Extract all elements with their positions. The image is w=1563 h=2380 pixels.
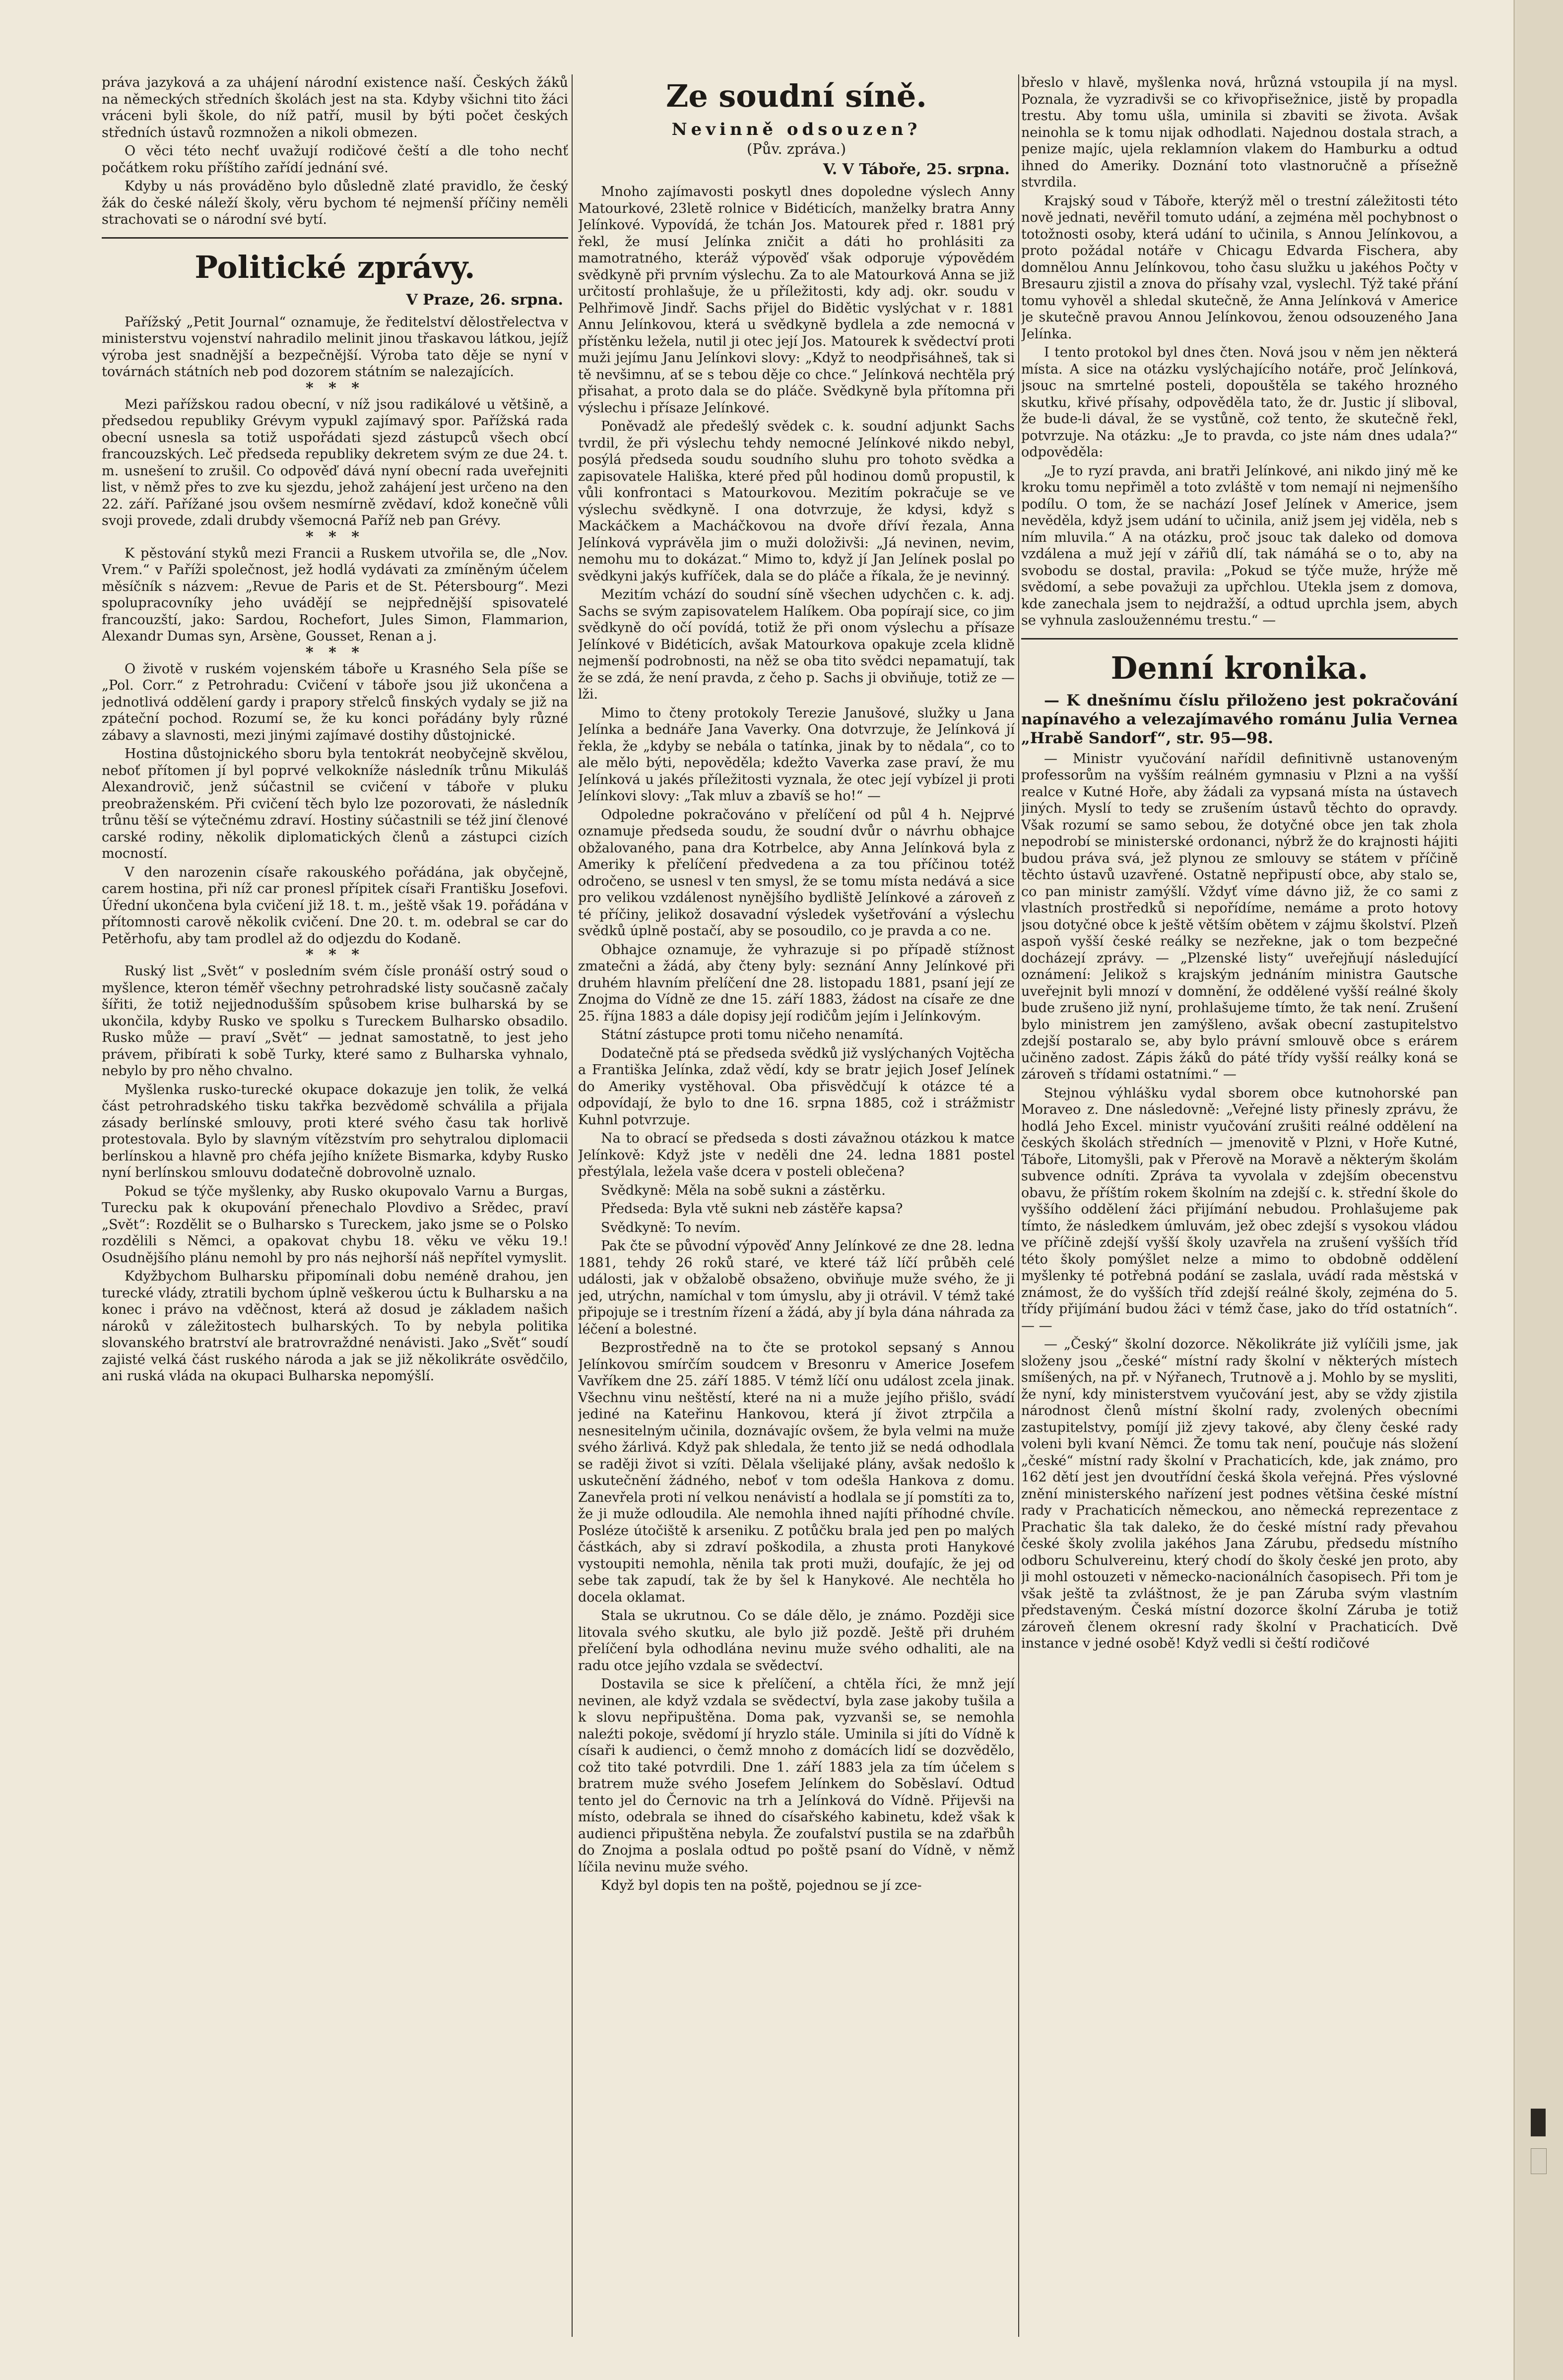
paragraph: Kdyby u nás prováděno bylo důsledně zlaté pravidlo, že český žák do české náleží školy, věru bychom té nejmenší příčiny neměli strachovati se o národní své bytí.	[102, 179, 568, 227]
paragraph: Dodatečně ptá se předseda svědků již vyslýchaných Vojtěcha a Františka Jelínka, zdaž vědí, kdy se bratr jejich Josef Jelínek do Ameriky vystěhoval. Oba přisvědčují k otázce té a odpovídají, že bylo to dne 16. srpna 1885, což i strážmistr Kuhnl potvrzuje.	[578, 1045, 1015, 1128]
paragraph: O životě v ruském vojenském táboře u Krasného Sela píše se „Pol. Corr.“ z Petrohradu: Cvičení v táboře jsou již ukončena a jednotlivá oddělení gardy i prapory střelců finských vydaly se již na zpáteční pochod. Rozumí se, že ku konci pořádány byly různé zábavy a slavnosti, mezi jinými zajímavé dostihy důstojnické.	[102, 661, 568, 743]
separator-stars: * * *	[306, 528, 364, 546]
paragraph: Předseda: Byla vtě sukni neb zástěře kapsa?	[601, 1201, 903, 1217]
column-rule	[572, 74, 573, 2337]
paragraph: Kdyžbychom Bulharsku připomínali dobu neméně drahou, jen turecké vlády, ztratili bychom úplně veškerou úctu k Bulharsku a na konec i právo na vděčnost, která až dosud je základem našich nároků v záležitostech bulharských. To by nebyla politika slovanského bratrství ale bratrovraždné nenávisti. Jako „Svět“ soudí zajisté velká část ruského národa a jak se již několikráte osvědčilo, ani ruská vláda na okupaci Bulharska nepomýšlí.	[102, 1269, 568, 1384]
paragraph: břeslo v hlavě, myšlenka nová, hrůzná vstoupila jí na mysl. Poznala, že vyzradivši se co křivopřisežnice, jistě by propadla trestu. Aby tomu ušla, uminila si zbaviti se života. Avšak neinohla se k tomu nijak odhodlati. Najednou dostala strach, a penize majíc, ujela reklamníon vlakem do Hamburku a odtud ihned do Ameriky. Doznání toto vlastnoručně a přísežně stvrdila.	[1021, 75, 1458, 190]
paragraph: Stejnou výhlášku vydal sborem obce kutnohorské pan Moraveo z. Dne následovně: „Veřejné listy přinesly zprávu, že hodlá Jeho Excel. ministr vyučování zrušiti reálné oddělení na českých školách středních — jmenovitě v Plzni, v Hoře Kutné, Táboře, Litomyšli, pak v Přerově na Moravě a některým školám subvence odníti. Zpráva ta vyvolala v zdejším obecenstvu obavu, že příštím rokem školním na zdejší c. k. střední škole do vyššího oddělení žáci přijímání nebudou. Prohlašujeme pak tímto, že následkem úmluvám, jež obec zdejší s vysokou vládou ve příčině zdejší vyšší školy uzavřela na zrušení vyšších tříd této školy pomýšlet nelze a mimo to obdobně oddělení myšlenky té potřebná podání se zaslala, uvádí rada městská v známost, že do vyšších tříd zdejší reálné školy, zejména do 5. třídy přijímání budou žáci v témž čase, jako do tříd ostatních“. — —	[1021, 1085, 1458, 1334]
paragraph: Státní zástupce proti tomu ničeho nenamítá.	[601, 1027, 904, 1042]
page-fold-edge	[1513, 0, 1515, 2380]
column-rule	[1018, 74, 1019, 2337]
paragraph: Když byl dopis ten na poště, pojednou se jí zce-	[601, 1878, 922, 1893]
paragraph: Poněvadž ale předešlý svědek c. k. soudní adjunkt Sachs tvrdil, že při výslechu tehdy nemocné Jelínkové nikdo nebyl, posýlá předseda soudu soudního sluhu pro tohoto svědka a zapisovatele Hališka, které před půl hodinou domů propustil, k vůli konfrontaci s Matourkovou. Mezitím pokračuje se ve výslechu svědkyně. I ona dotvrzuje, že kdysi, když s Mackáčkem a Macháčkovou na dvoře dříví řezala, Anna Jelínková vyprávěla jim o muži doloživši: „Já nevinen, nevim, nemohu mu to dokázat.“ Mimo to, když jí Jan Jelínek poslal po svědkyni jakýs kufříček, dala se do pláče a říkala, že je nevinný.	[578, 419, 1015, 584]
section-title-court: Ze soudní síně.	[666, 78, 927, 114]
dateline: V Praze, 26. srpna.	[406, 291, 563, 309]
column-middle	[578, 74, 1015, 2337]
paragraph: Hostina důstojnického sboru byla tentokrát neobyčejně skvělou, neboť přítomen jí byl poprvé velkokníže následník trůnu Mikuláš Alexandrovič, jenž súčastnil se cvičení v táboře v pluku preobraženském. Při cvičení těch bylo lze pozorovati, že následník trůnu těší se výtečnému zdraví. Hostiny súčastnili se též jiní členové carské rodiny, několik diplomatických členů a zástupci cizích mocností.	[102, 746, 568, 861]
paragraph: Svědkyně: Měla na sobě sukni a zástěrku.	[601, 1182, 886, 1198]
paragraph: I tento protokol byl dnes čten. Nová jsou v něm jen některá místa. A sice na otázku vyslýchajícího notáře, proč Jelínková, jsouc na smrtelné posteli, dopouštěla se takého hrozného skutku, křivé přísahy, odpověděla tato, že dr. Justic jí sliboval, že bude-li dával, že se vystůně, což tento, že skutečně řekl, potvrzuje. Na otázku: „Je to pravda, co jste nám dnes udala?“ odpověděla:	[1021, 345, 1458, 460]
paragraph: „Je to ryzí pravda, ani bratři Jelínkové, ani nikdo jiný mě ke kroku tomu nepřiměl a toto zvláště v tom nemají ni nejmenšího podílu. O tom, že se nachází Josef Jelínek v Americe, jsem nevěděla, když jsem udání to učinila, aniž jsem jej viděla, neb s ním mluvila.“ A na otázku, proč jsouc tak daleko od domova vzdálena a muž její v zářiů dlí, tak námáhá se o to, aby na svobodu se dostal, pravila: „Pokud se týče muže, hrýže mě svědomí, a sebe považuji za upřchlou. Utekla jsem z domova, kde zanechala jsem to nejdražší, a odtud uprchla jsem, abych se vyhnula zasloužennému trestu.“ —	[1021, 463, 1458, 628]
paragraph: Ruský list „Svět“ v posledním svém čísle pronáší ostrý soud o myšlence, kteron téměř všechny petrohradské listy současně začaly šířiti, že totiž nejjednodušším spůsobem krise bulharská by se ukončila, kdyby Rusko ve spolku s Tureckem Bulharsko obsadilo. Rusko může — praví „Svět“ — jednat samostatně, to jest jeho právem, přibírati k sobě Turky, které samo z Bulharska vyhnalo, nebylo by pro něho chvalno.	[102, 964, 568, 1079]
paragraph: Stala se ukrutnou. Co se dále dělo, je známo. Později sice litovala svého skutku, ale bylo již pozdě. Ještě při druhém přelíčení byla odhodlána nevinu muže svého odhaliti, ale na radu otce jejího vzdala se svědectví.	[578, 1608, 1015, 1673]
lead-announcement: — K dnešnímu číslu přiloženo jest pokračování napínavého a velezajímavého románu Julia Vernea „Hrabě Sandorf“, str. 95—98.	[1021, 691, 1458, 747]
paragraph: práva jazyková a za uhájení národní existence naší. Českých žáků na německých středních školách jest na sta. Kdyby všichni tito žáci vráceni byli škole, do níž patří, musil by býti počet českých středních ústavů rozmnožen a nikoli obmezen.	[102, 75, 568, 140]
binding-mark	[1531, 2148, 1547, 2174]
paragraph: Pak čte se původní výpověď Anny Jelínkové ze dne 28. ledna 1881, tehdy 26 roků staré, ve které táž líčí průběh celé události, jak v obžalobě obsaženo, obviňuje muže svého, že ji jed, utrýchn, namíchal v tom úmyslu, aby ji otrávil. V témž také připojuje se i trestním řízení a žádá, aby jí byla dána náhrada za léčení a bolestné.	[578, 1238, 1015, 1337]
section-divider	[1021, 638, 1458, 640]
paragraph: V den narozenin císaře rakouského pořádána, jak obyčejně, carem hostina, při níž car pronesl přípitek císaři Františku Josefovi. Úřední ukončena byla cvičení již 18. t. m., ještě však 19. pořádána v přítomnosti carově několik cvičení. Dne 20. t. m. odebral se car do Petěrhofu, aby tam prodlel až do odjezdu do Kodaně.	[102, 864, 568, 947]
paragraph: Mezi pařížskou radou obecní, v níž jsou radikálové u většině, a předsedou republiky Grévym vypukl zajímavý spor. Pařížská rada obecní usnesla sa totiž uspořádati sjezd zástupců všech obcí francouzských. Leč předseda republiky dekretem svým ze due 24. t. m. usnešení to zrušil. Co odpověď dává nyní obecní rada uveřejniti list, v němž přes to zve ku sjezdu, jehož zahájení jest určeno na den 22. září. Pařížané jsou ovšem nesmírně zvědaví, kdož konečně vůli svoji provede, zdali drubdy všemocná Paříž neb pan Grévy.	[102, 396, 568, 528]
separator-stars: * * *	[306, 643, 364, 661]
section-divider	[102, 237, 568, 239]
paragraph: Mimo to čteny protokoly Terezie Janušové, služky u Jana Jelínka a bednáře Jana Vaverky. Ona dotvrzuje, že Jelínková jí řekla, že „kdyby se nebála o tatínka, jinak by to nědala“, co to ale mělo býti, nepověděla; kdežto Vaverka zase praví, že mu Jelínková u jakés příležitosti vyznala, že otec její vybízel ji proti Jelínkovi slovy: „Tak mluv a zbavíš se ho!“ —	[578, 705, 1015, 804]
paragraph: Dostavila se sice k přelíčení, a chtěla říci, že mnž její nevinen, ale když vzdala se svědectví, byla zase jakoby tušila a k slovu nepřipuštěna. Doma pak, vyzvanši se, se nemohla naleźti pokoje, svědomí jí hryzlo stále. Uminila si jíti do Vídně k císaři k audienci, o čemž mnoho z domácích lidí se dozvědělo, což tito také potvrdili. Dne 1. září 1883 jela za tím účelem s bratrem muže svého Josefem Jelínkem do Soběslaví. Odtud tento jel do Černovic na trh a Jelínková do Vídně. Přijevši na místo, odebrala se ihned do císařského kabinetu, kdež však k audienci připuštěna nebyla. Že zoufalství pustila se na zdařbůh do Znojma a poslala odtud po poště psaní do Vídně, v němž líčila nevinu muže svého.	[578, 1676, 1015, 1875]
article-headline: Nevinně odsouzen?	[671, 120, 921, 139]
paragraph: — Ministr vyučování nařídil definitivně ustanoveným professorům na vyšším reálném gymnasiu v Plzni a na vyšší realce v Kutné Hoře, aby žádali za vypsaná místa na ústavech jiných. Myslí to tedy se zrušením ústavů těchto do opravdy. Však rozumí se samo sebou, že dotyčné obce jen tak zhola nepodrobí se ministerské ordonanci, nýbrž že do krajnosti hájiti budou práva svá, jež plynou ze smlouvy se státem v příčině těchto ústavů uzavřené. Ostatně nepřipustí obce, aby stalo se, co pan ministr zamýšlí. Vždyť víme dávno již, že co sami z vlastních prostředků si nepořídíme, nemáme a proto hotovy jsou dotyčné obce k ještě větším obětem v zájmu školství. Plzeň aspoň vyšší české reálky se nezřekne, jak o tom bezpečné docházejí zprávy. — „Plzenské listy“ uveřejňují následující oznámení: Jelikož s krajským jednáním ministra Gautsche uveřejnit byli mnozí v domnění, že oddělené vyšší reálné školy bude zrušeno již nyní, prohlašujeme tímto, že tak není. Zrušení bylo ministrem jen zamýšleno, avšak obecní zastupitelstvo zdejší postaralo se, aby bylo právní smlouvě obce s erárem učiněno zadost. Zápis žáků do páté třídy vyšší reálky koná se zároveň s třídami ostatními.“ —	[1021, 751, 1458, 1082]
paragraph: Pokud se týče myšlenky, aby Rusko okupovalo Varnu a Burgas, Turecku pak k okupování přenechalo Plovdivo a Srědec, praví „Svět“: Rozdělit se o Bulharsko s Tureckem, jako jsme se o Polsko rozdělili s Němci, a opakovat chybu 18. věku ve věku 19.! Osudnějšího plánu nemohl by pro nás nejhorší náš nepřítel vymyslit.	[102, 1183, 568, 1266]
paragraph: Krajský soud v Táboře, kterýž měl o trestní záležitosti této nově jednati, nevěřil tomuto udání, a zejména měl pochybnost o totožnosti osoby, která udání to učinila, s Annou Jelínkovou, a proto požádal notáře v Chicagu Edvarda Fischera, aby domnělou Annu Jelínkovou, toho času služku u jakéhos Počty v Bresauru zjistil a znova do přísahy vzal, vyslechl. Týž také přání tomu vyhověl a shledal skutečně, že Anna Jelínková v Americe je skutečně pravou Annou Jelínkovou, ženou odsouzeného Jana Jelínka.	[1021, 193, 1458, 342]
paragraph: Na to obrací se předseda s dosti závažnou otázkou k matce Jelínkově: Když jste v neděli dne 24. ledna 1881 postel přestýlala, ležela vaše dcera v posteli oblečena?	[578, 1131, 1015, 1179]
paragraph: K pěstování styků mezi Francii a Ruskem utvořila se, dle „Nov. Vrem.“ v Paříži společnost, jež hodlá vydávati za zmíněným účelem měsíčník s názvem: „Revue de Paris et de St. Pétersbourg“. Mezi spolupracovníky jeho uvádějí se nejpřednější spisovatelé francouzští, jako: Sardou, Rochefort, Jules Simon, Flammarion, Alexandr Dumas syn, Arsène, Gousset, Renan a j.	[102, 545, 568, 644]
paragraph: Myšlenka rusko-turecké okupace dokazuje jen tolik, že velká část petrohradského tisku takřka bezvědomě schválila a přijala zásady berlínské smlouvy, proti které svého času tak horlivě protestovala. Bylo by slavným vítězstvím pro sehytralou diplomacii berlínskou a hlavně pro chéfa jejího knížete Bismarka, kdyby Rusko nyní berlínskou smlouvu dodatečně dobrovolně uznalo.	[102, 1082, 568, 1180]
separator-stars: * * *	[306, 379, 364, 397]
paragraph: O věci této nechť uvažují rodičové čeští a dle toho nechť počátkem roku příštího zařídí jednání své.	[102, 143, 568, 176]
paragraph: Svědkyně: To nevím.	[601, 1220, 741, 1235]
paragraph: — „Český“ školní dozorce. Několikráte již vylíčili jsme, jak složeny jsou „české“ místní rady školní v některých místech smíšených, na př. v Nýřanech, Trutnově a j. Mohlo by se mysliti, že nyní, kdy ministerstvem vyučování jest, aby se vždy zjistila národnost členů místní školní rady, zvolených obecními zastupitelstvy, pomíjí již zjevy takové, aby členy české rady voleni byli kvaní Němci. Že tomu tak není, poučuje nás složení „české“ místní rady školní v Prachaticích, kde, jak známo, pro 162 dětí jest jen dvoutřídní česká škola veřejná. Přes výslovné znění ministerského nařízení jest podnes většina české místní rady v Prachaticích německou, ano německá reprezentace z Prachatic šla tak daleko, že do české místní rady převahou české školy zvolila jakéhos Jana Zárubu, předsedu místního odboru Schulvereinu, který chodí do školy české jen proto, aby ji mohl ostouzeti v německo-nacionálních časopisech. Při tom je však ještě ta zvláštnost, že je pan Záruba svým vlastním představeným. Česká místní dozorce školní Záruba je totiž zároveň členem okresní rady školní v Prachaticích. Dvě instance v jedné osobě! Když vedli si čeští rodičové	[1021, 1337, 1458, 1651]
separator-stars: * * *	[306, 946, 364, 964]
section-title-political-news: Politické zprávy.	[195, 249, 475, 285]
section-title-daily-chronicle: Denní kronika.	[1110, 649, 1368, 686]
page-fold	[1516, 0, 1563, 2380]
paragraph: Odpoledne pokračováno v přelíčení od půl 4 h. Nejprvé oznamuje předseda soudu, že soudní dvůr o návrhu obhajce obžalovaného, pana dra Kotrbelce, aby Anna Jelínková byla z Ameriky k přelíčení předvedena a za tou příčinou totéž odročeno, se usnesl v ten smysl, že se tomu místa nedává a sice pro velikou vzdálenost nynějšího bydliště Jelínkové a zároveň z té příčiny, jelikož dosavadní výsledek vyšetřování a výslechu svědků úplně postačí, aby se posoudilo, co je pravda a co ne.	[578, 807, 1015, 939]
paragraph: Mnoho zajímavosti poskytl dnes dopoledne výslech Anny Matourkové, 23letě rolnice v Bidéticích, manželky bratra Anny Jelínkové. Vypovídá, že tchán Jos. Matourek před r. 1881 prý řekl, že musí Jelínka zničit a dáti ho prohlásiti za mamotratného, kteráž výpověď však odporuje výpovědém svědkyně při prvním výslechu. Za to ale Matourková Anna se již určitostí prohlašuje, že u příležitosti, kdy adj. okr. soudu v Pelhřimově Jindř. Sachs přijel do Bidětic vyslýchat v r. 1881 Annu Jelínkovou, která u svědkyně bydlela a zde nemocná v přístěnku ležela, nutil ji otec její Jos. Matourek k svědectví proti muži jejímu Janu Jelínkovi slovy: „Když to neodpřisáhneš, tak si tě nevšimnu, ať se s tebou děje co chce.“ Jelínková nechtěla prý přisahat, a proto dala se do pláče. Svědkyně byla přítomna při výslechu i přísaze Jelínkové.	[578, 184, 1015, 416]
column-right	[1021, 74, 1458, 2337]
paragraph: Bezprostředně na to čte se protokol sepsaný s Annou Jelínkovou smírčím soudcem v Bresonru v Americe Josefem Vavříkem dne 25. září 1885. V témž líčí onu událost zcela jinak. Všechnu vinu neštěstí, které na ni a muže jejího přišlo, svádí jediné na Kateřinu Hankovou, která jí život ztrpčila a nesnesitelným učinila, doznávajíc ovšem, že byla velmi na muže svého žárlivá. Když pak shledala, že tento již se nedá odhodlala se raději život si vzíti. Dělala všelijaké plány, avšak nedošlo k uskutečnění žádného, neboť v tom odešla Hankova z domu. Zanevřela proti ní velkou nenávistí a hodlala se jí pomstíti za to, že ji muže odloudila. Ale nemohla ihned najíti příhodné chvíle. Posléze útočiště k arseniku. Z potůčku brala jed pen po malých částkách, aby si zdraví poškodila, a zhusta proti Hanykové vystoupiti nemohla, něnila tak proti muži, doufajíc, že jej od sebe tak zapudí, tak že by šel k Hanykové. Ale nechtěla ho docela oklamat.	[578, 1340, 1015, 1605]
article-source-note: (Pův. zpráva.)	[746, 140, 847, 157]
dateline: V. V Táboře, 25. srpna.	[823, 161, 1010, 178]
paragraph: Obhajce oznamuje, že vyhrazuje si po případě stížnost zmatečni a žádá, aby čteny byly: seznání Anny Jelínkové při druhém hlavním přelíčení dne 28. listopadu 1881, psaní její ze Znojma do Vídně ze dne 15. září 1883, žádost na císaře ze dne 25. října 1883 a dále dopisy její rodičům jejím i Jelínkovým.	[578, 942, 1015, 1024]
binding-mark	[1531, 2109, 1546, 2136]
paragraph: Mezitím vchází do soudní síně všechen udychčen c. k. adj. Sachs se svým zapisovatelem Halíkem. Oba popírají sice, co jim svědkyně do očí povídá, totiž že při onom výslechu a přísaze Jelínkové v Bidéticích, avšak Matourkova opakuje zcela klidně nejmenší podrobnosti, na něž se oba tito svědci nepamatují, tak že se zdá, že není pravda, z čeho p. Sachs ji obviňuje, totiž ze — lži.	[578, 587, 1015, 702]
column-left	[102, 74, 568, 2337]
paragraph: Pařížský „Petit Journal“ oznamuje, že ředitelství dělostřelectva v ministerstvu vojenství nahradilo melinit jinou třaskavou látkou, jejíž výroba jest snadnější a bezpečnější. Výroba tato děje se nyní v továrnách státních neb pod dozorem státním se nalezajících.	[102, 314, 568, 380]
